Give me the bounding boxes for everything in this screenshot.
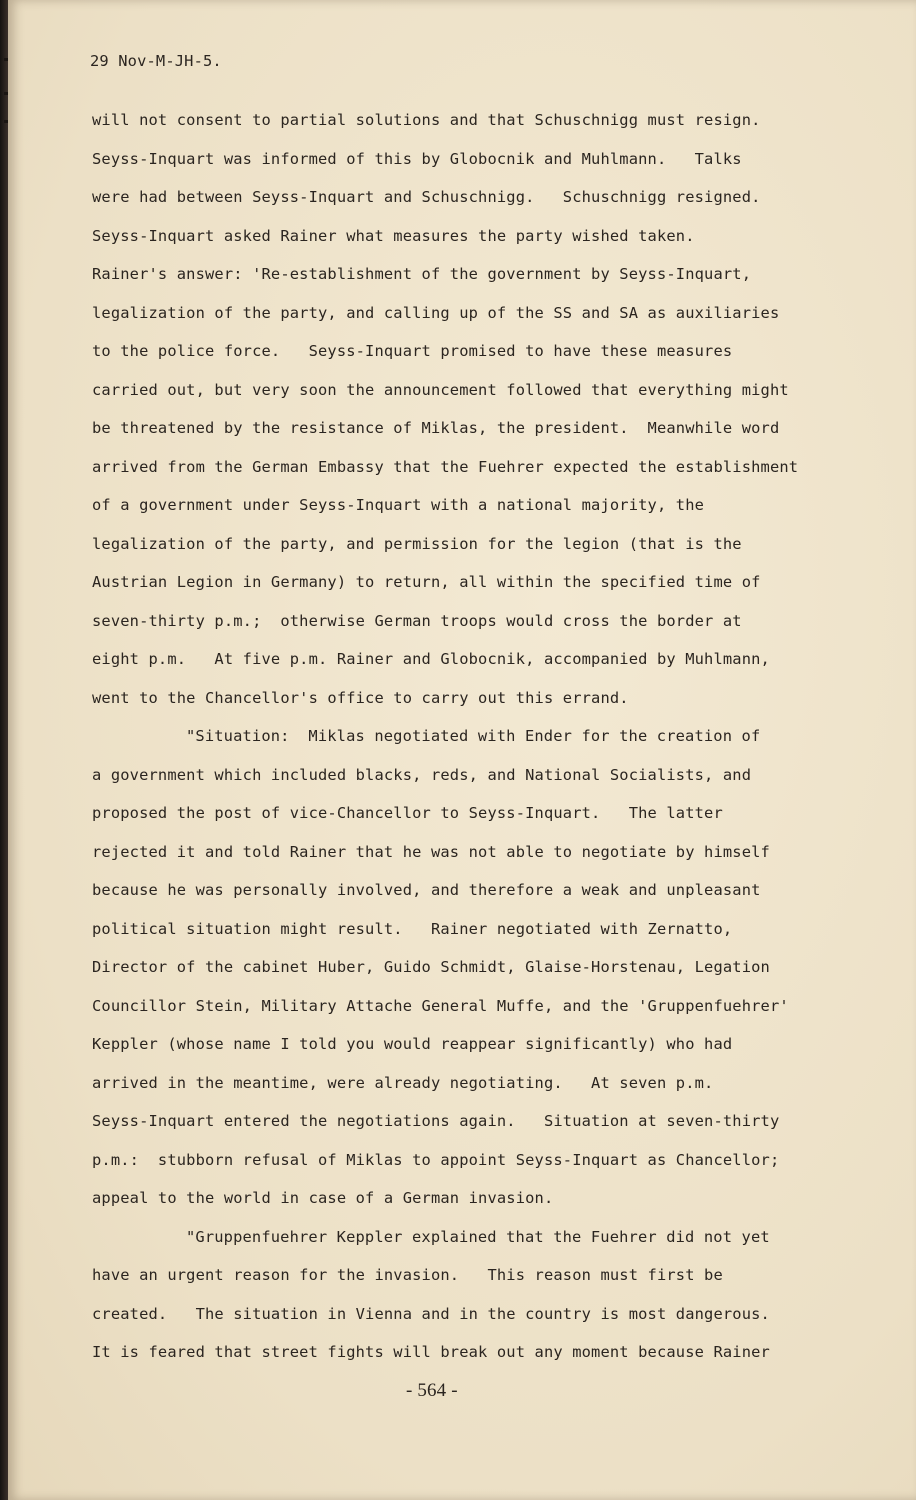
text-line: eight p.m. At five p.m. Rainer and Globocnik, accompanied by Muhlmann, [92,650,770,668]
text-line: It is feared that street fights will break out any moment because Rainer [92,1343,770,1361]
page-number: - 564 - [406,1380,458,1401]
text-line: rejected it and told Rainer that he was not able to negotiate by himself [92,842,770,861]
text-line-indented: "Situation: Miklas negotiated with Ender for the creation of [186,727,761,745]
text-line: p.m.: stubborn refusal of Miklas to appoint Seyss-Inquart as Chancellor; [92,1150,780,1169]
text-line: appeal to the world in case of a German invasion. [92,1189,554,1207]
text-line: a government which included blacks, reds, and National Socialists, and [92,765,752,784]
text-line: created. The situation in Vienna and in the country is most dangerous. [92,1304,770,1323]
text-line: Councillor Stein, Military Attache General Muffe, and the 'Gruppenfuehrer' [92,996,789,1015]
text-line: Seyss-Inquart entered the negotiations again. Situation at seven-thirty [92,1112,780,1130]
text-line: proposed the post of vice-Chancellor to Seyss-Inquart. The latter [92,804,723,822]
text-line: Keppler (whose name I told you would reappear significantly) who had [92,1035,733,1053]
text-line-indented: "Gruppenfuehrer Keppler explained that the Fuehrer did not yet [186,1227,770,1246]
text-line: Seyss-Inquart asked Rainer what measures the party wished taken. [92,226,695,245]
text-line: arrived from the German Embassy that the Fuehrer expected the establishment [92,457,799,476]
document-reference: 29 Nov-M-JH-5. [90,52,222,70]
text-line: to the police force. Seyss-Inquart promised to have these measures [92,342,733,360]
text-line: arrived in the meantime, were already negotiating. At seven p.m. [92,1073,714,1092]
text-line: went to the Chancellor's office to carry out this errand. [92,688,629,707]
text-line: political situation might result. Rainer negotiated with Zernatto, [92,919,733,938]
text-line: legalization of the party, and calling up of the SS and SA as auxiliaries [92,303,780,322]
text-line: have an urgent reason for the invasion. This reason must first be [92,1266,723,1284]
text-line: be threatened by the resistance of Miklas, the president. Meanwhile word [92,419,780,437]
text-line: carried out, but very soon the announcement followed that everything might [92,380,789,399]
document-body [92,108,892,1379]
binding-edge [0,0,8,1500]
text-line: were had between Seyss-Inquart and Schuschnigg. Schuschnigg resigned. [92,188,761,206]
text-line: Rainer's answer: 'Re-establishment of the government by Seyss-Inquart, [92,265,752,283]
text-line: legalization of the party, and permission for the legion (that is the [92,534,742,553]
text-line: of a government under Seyss-Inquart with a national majority, the [92,496,705,514]
text-line: will not consent to partial solutions and that Schuschnigg must resign. [92,111,761,129]
text-line: because he was personally involved, and therefore a weak and unpleasant [92,881,761,899]
text-line: Director of the cabinet Huber, Guido Schmidt, Glaise-Horstenau, Legation [92,958,770,976]
text-line: Austrian Legion in Germany) to return, all within the specified time of [92,573,761,591]
document-page [8,0,916,1500]
text-line: Seyss-Inquart was informed of this by Globocnik and Muhlmann. Talks [92,149,742,168]
text-line: seven-thirty p.m.; otherwise German troops would cross the border at [92,611,742,630]
